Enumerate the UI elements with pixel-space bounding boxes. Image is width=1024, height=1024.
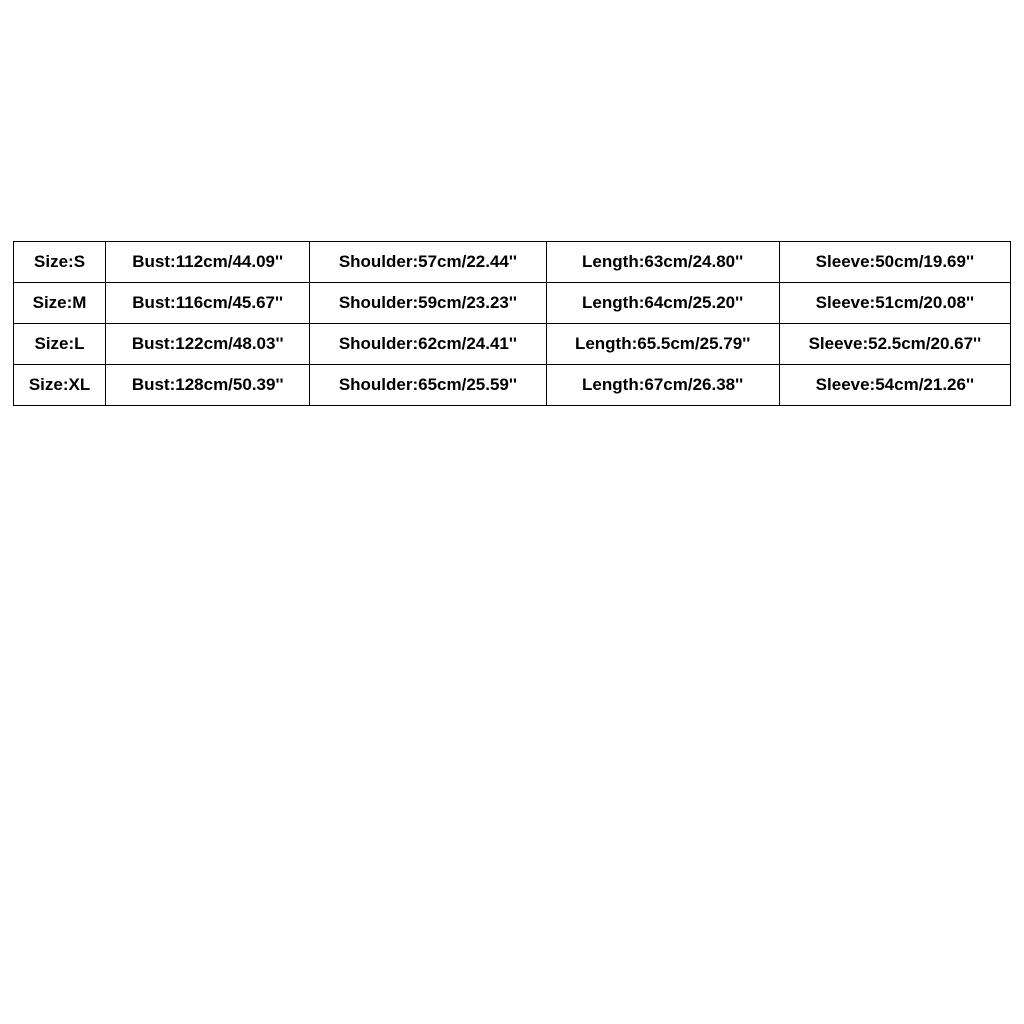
table-row bbox=[14, 365, 1011, 406]
sleeve-cell: Sleeve:50cm/19.69'' bbox=[779, 242, 1010, 283]
length-cell: Length:64cm/25.20'' bbox=[546, 283, 779, 324]
table-row bbox=[14, 324, 1011, 365]
length-cell: Length:67cm/26.38'' bbox=[546, 365, 779, 406]
table-row bbox=[14, 283, 1011, 324]
shoulder-cell: Shoulder:62cm/24.41'' bbox=[310, 324, 546, 365]
length-cell: Length:63cm/24.80'' bbox=[546, 242, 779, 283]
size-chart-table bbox=[13, 241, 1011, 406]
bust-cell: Bust:116cm/45.67'' bbox=[106, 283, 310, 324]
shoulder-cell: Shoulder:59cm/23.23'' bbox=[310, 283, 546, 324]
length-cell: Length:65.5cm/25.79'' bbox=[546, 324, 779, 365]
size-cell: Size:XL bbox=[14, 365, 106, 406]
sleeve-cell: Sleeve:54cm/21.26'' bbox=[779, 365, 1010, 406]
bust-cell: Bust:128cm/50.39'' bbox=[106, 365, 310, 406]
sleeve-cell: Sleeve:51cm/20.08'' bbox=[779, 283, 1010, 324]
size-cell: Size:M bbox=[14, 283, 106, 324]
sleeve-cell: Sleeve:52.5cm/20.67'' bbox=[779, 324, 1010, 365]
table-row bbox=[14, 242, 1011, 283]
shoulder-cell: Shoulder:65cm/25.59'' bbox=[310, 365, 546, 406]
bust-cell: Bust:112cm/44.09'' bbox=[106, 242, 310, 283]
size-cell: Size:L bbox=[14, 324, 106, 365]
bust-cell: Bust:122cm/48.03'' bbox=[106, 324, 310, 365]
size-cell: Size:S bbox=[14, 242, 106, 283]
shoulder-cell: Shoulder:57cm/22.44'' bbox=[310, 242, 546, 283]
